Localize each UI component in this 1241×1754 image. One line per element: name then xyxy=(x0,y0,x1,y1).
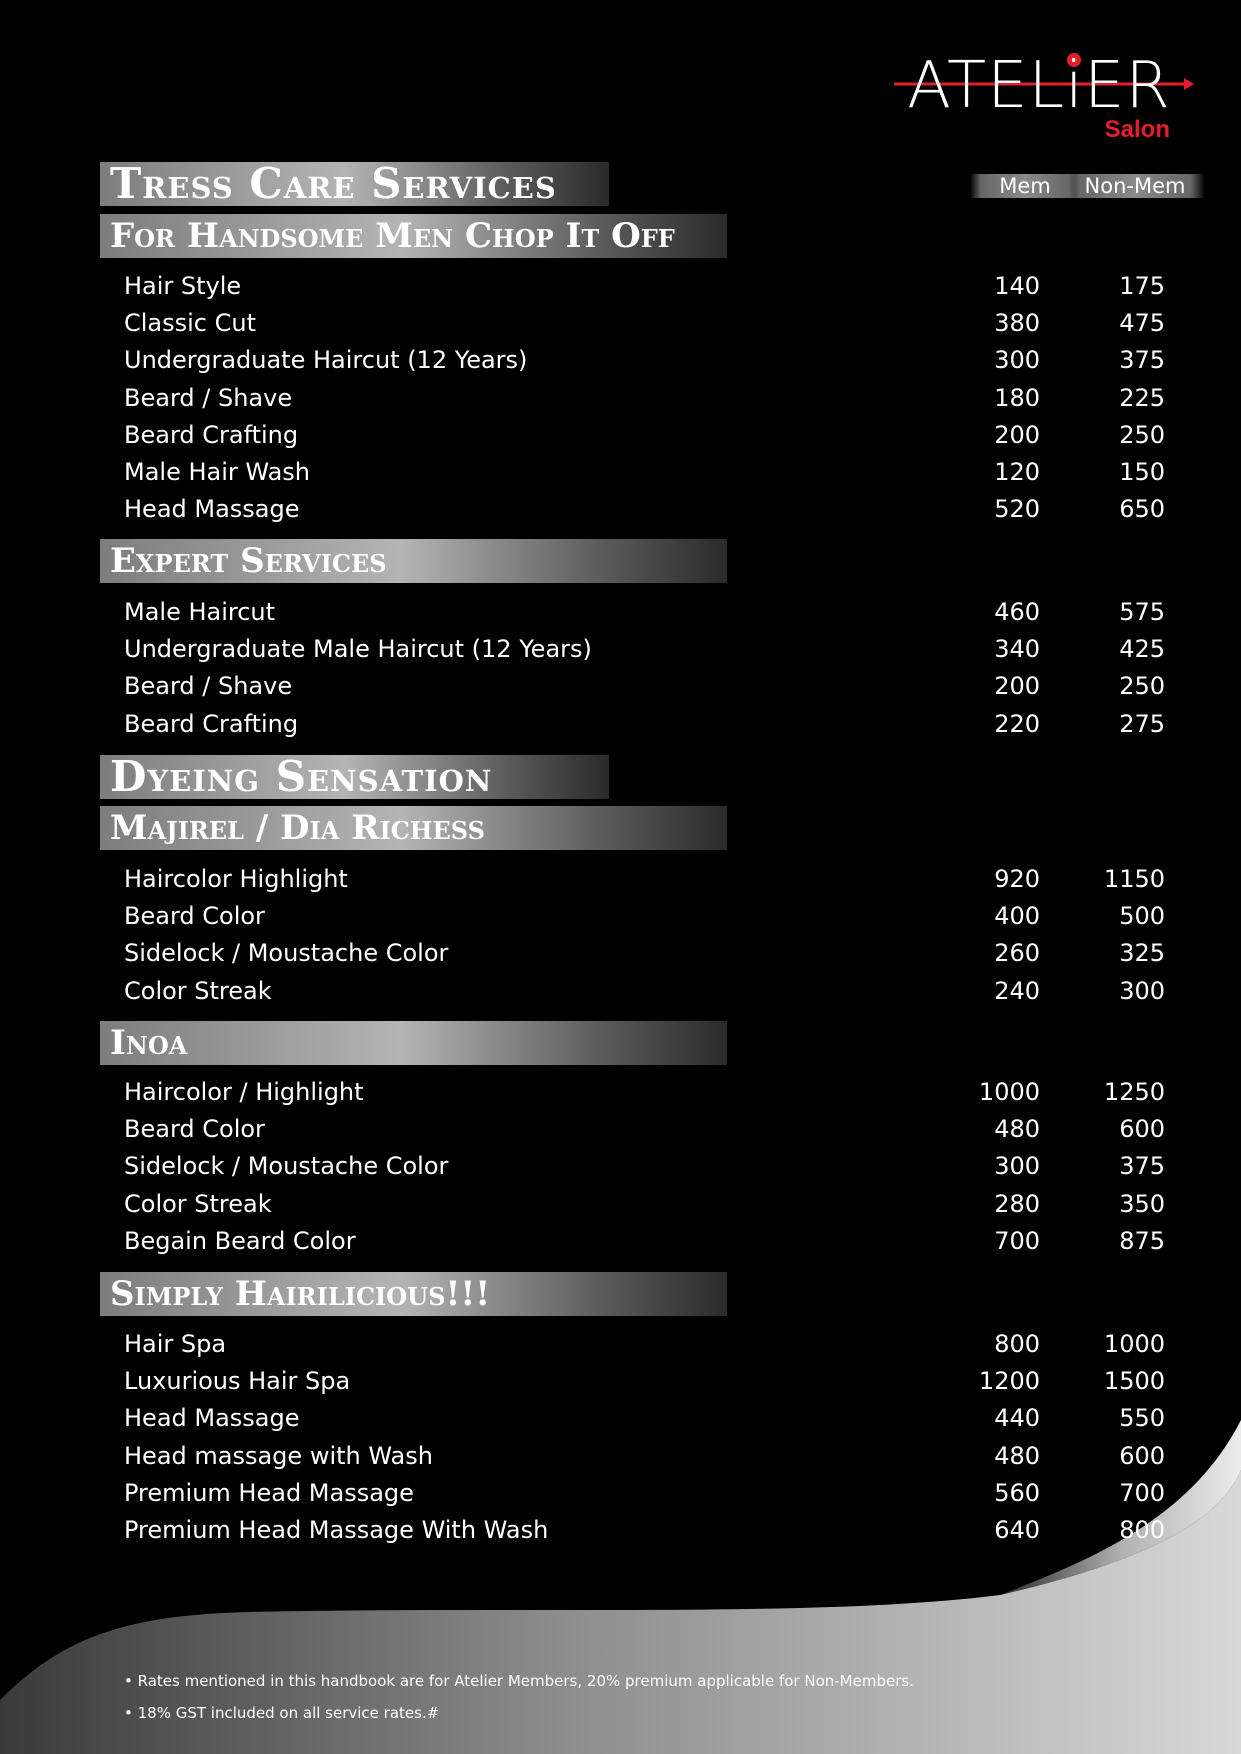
price-row xyxy=(0,595,1241,629)
service-name: Male Haircut xyxy=(124,598,276,626)
section-band-handsome-men xyxy=(100,214,727,258)
member-price: 340 xyxy=(994,635,1040,664)
service-name: Beard Color xyxy=(124,902,265,931)
section-band-tress-care xyxy=(100,159,609,208)
non-member-price: 325 xyxy=(1119,939,1165,968)
logo-wordmark: ATELiER xyxy=(907,49,1171,123)
service-name: Haircolor Highlight xyxy=(124,865,348,893)
member-price: 200 xyxy=(994,420,1040,449)
price-row xyxy=(0,492,1241,526)
service-name: Beard Color xyxy=(124,1115,265,1144)
price-row xyxy=(0,632,1241,666)
column-header-non-mem: Non-Mem xyxy=(1065,174,1205,198)
non-member-price: 425 xyxy=(1119,635,1165,664)
service-name: Luxurious Hair Spa xyxy=(124,1367,351,1396)
non-member-price: 150 xyxy=(1119,458,1165,486)
service-name: Undergraduate Haircut (12 Years) xyxy=(124,346,528,375)
price-row xyxy=(0,1075,1241,1109)
price-row xyxy=(0,343,1241,377)
price-row xyxy=(0,455,1241,489)
non-member-price: 350 xyxy=(1119,1189,1165,1218)
member-price: 700 xyxy=(994,1226,1040,1255)
member-price: 440 xyxy=(994,1404,1040,1433)
member-price: 260 xyxy=(994,939,1040,968)
non-member-price: 375 xyxy=(1119,1152,1165,1181)
service-name: Head Massage xyxy=(124,1404,300,1433)
brand-logo xyxy=(884,50,1194,142)
section-band-majirel xyxy=(100,806,727,850)
non-member-price: 475 xyxy=(1119,309,1165,338)
price-row xyxy=(0,974,1241,1008)
member-price: 480 xyxy=(994,1115,1040,1144)
price-row xyxy=(0,707,1241,741)
section-title: Dyeing Sensation xyxy=(110,752,493,801)
non-member-price: 700 xyxy=(1119,1478,1165,1507)
member-price: 200 xyxy=(994,672,1040,701)
service-name: Beard / Shave xyxy=(124,672,293,701)
member-price: 220 xyxy=(994,709,1040,738)
price-row xyxy=(0,899,1241,933)
section-title: Tress Care Services xyxy=(110,159,557,208)
section-title: Simply Hairilicious!!! xyxy=(110,1274,491,1314)
member-price: 1200 xyxy=(978,1367,1040,1396)
footnote-gst: • 18% GST included on all service rates.# xyxy=(124,1704,440,1722)
service-name: Classic Cut xyxy=(124,309,257,338)
price-row xyxy=(0,1224,1241,1258)
price-row xyxy=(0,1112,1241,1146)
non-member-price: 300 xyxy=(1119,976,1165,1005)
price-row xyxy=(0,1149,1241,1183)
service-name: Sidelock / Moustache Color xyxy=(124,939,449,968)
non-member-price: 650 xyxy=(1119,495,1165,524)
non-member-price: 375 xyxy=(1119,346,1165,375)
service-name: Premium Head Massage With Wash xyxy=(124,1516,549,1544)
section-band-inoa xyxy=(100,1021,727,1065)
logo-subtitle: Salon xyxy=(1104,116,1170,143)
member-price: 640 xyxy=(994,1516,1040,1544)
non-member-price: 1000 xyxy=(1103,1330,1165,1358)
member-price: 800 xyxy=(994,1330,1040,1358)
price-row xyxy=(0,269,1241,303)
price-row xyxy=(0,1187,1241,1221)
service-name: Begain Beard Color xyxy=(124,1226,356,1255)
price-row xyxy=(0,418,1241,452)
section-title: Expert Services xyxy=(110,541,387,581)
member-price: 180 xyxy=(994,383,1040,412)
price-row xyxy=(0,1401,1241,1435)
member-price: 140 xyxy=(994,272,1040,300)
member-price: 300 xyxy=(994,1152,1040,1181)
non-member-price: 250 xyxy=(1119,672,1165,701)
service-name: Undergraduate Male Haircut (12 Years) xyxy=(124,635,592,664)
service-name: Beard Crafting xyxy=(124,709,299,738)
member-price: 1000 xyxy=(978,1078,1040,1106)
service-name: Beard / Shave xyxy=(124,383,293,412)
non-member-price: 175 xyxy=(1119,272,1165,300)
section-title: For Handsome Men Chop It Off xyxy=(110,216,675,256)
member-price: 920 xyxy=(994,865,1040,893)
member-price: 480 xyxy=(994,1441,1040,1470)
non-member-price: 1500 xyxy=(1103,1367,1165,1396)
price-row xyxy=(0,669,1241,703)
non-member-price: 800 xyxy=(1119,1516,1165,1544)
section-title: Majirel / Dia Richess xyxy=(110,808,485,848)
non-member-price: 1150 xyxy=(1103,865,1165,893)
price-row xyxy=(0,1439,1241,1473)
service-name: Hair Spa xyxy=(124,1330,227,1358)
non-member-price: 250 xyxy=(1119,420,1165,449)
price-row xyxy=(0,306,1241,340)
column-header-mem: Mem xyxy=(970,174,1080,198)
non-member-price: 275 xyxy=(1119,709,1165,738)
member-price: 560 xyxy=(994,1478,1040,1507)
price-row xyxy=(0,381,1241,415)
price-row xyxy=(0,1476,1241,1510)
price-row xyxy=(0,1513,1241,1547)
member-price: 400 xyxy=(994,902,1040,931)
service-name: Beard Crafting xyxy=(124,420,299,449)
non-member-price: 600 xyxy=(1119,1441,1165,1470)
service-name: Color Streak xyxy=(124,1189,272,1218)
member-price: 120 xyxy=(994,458,1040,486)
member-price: 380 xyxy=(994,309,1040,338)
price-row xyxy=(0,1327,1241,1361)
non-member-price: 550 xyxy=(1119,1404,1165,1433)
service-name: Male Hair Wash xyxy=(124,458,311,486)
non-member-price: 500 xyxy=(1119,902,1165,931)
non-member-price: 600 xyxy=(1119,1115,1165,1144)
service-name: Premium Head Massage xyxy=(124,1478,414,1507)
member-price: 240 xyxy=(994,976,1040,1005)
section-band-expert xyxy=(100,539,727,583)
service-name: Sidelock / Moustache Color xyxy=(124,1152,449,1181)
non-member-price: 575 xyxy=(1119,598,1165,626)
service-name: Head Massage xyxy=(124,495,300,524)
section-title: Inoa xyxy=(110,1023,188,1063)
service-name: Head massage with Wash xyxy=(124,1441,433,1470)
non-member-price: 1250 xyxy=(1103,1078,1165,1106)
non-member-price: 225 xyxy=(1119,383,1165,412)
member-price: 280 xyxy=(994,1189,1040,1218)
service-name: Hair Style xyxy=(124,272,242,300)
service-name: Haircolor / Highlight xyxy=(124,1078,364,1106)
non-member-price: 875 xyxy=(1119,1226,1165,1255)
footnote-member-rates: • Rates mentioned in this handbook are for Atelier Members, 20% premium applicable for Non-Members. xyxy=(124,1672,914,1690)
service-name: Color Streak xyxy=(124,976,272,1005)
member-price: 460 xyxy=(994,598,1040,626)
member-price: 520 xyxy=(994,495,1040,524)
price-row xyxy=(0,1364,1241,1398)
price-row xyxy=(0,862,1241,896)
section-band-hairilicious xyxy=(100,1272,727,1316)
member-price: 300 xyxy=(994,346,1040,375)
price-row xyxy=(0,936,1241,970)
section-band-dyeing xyxy=(100,752,609,801)
